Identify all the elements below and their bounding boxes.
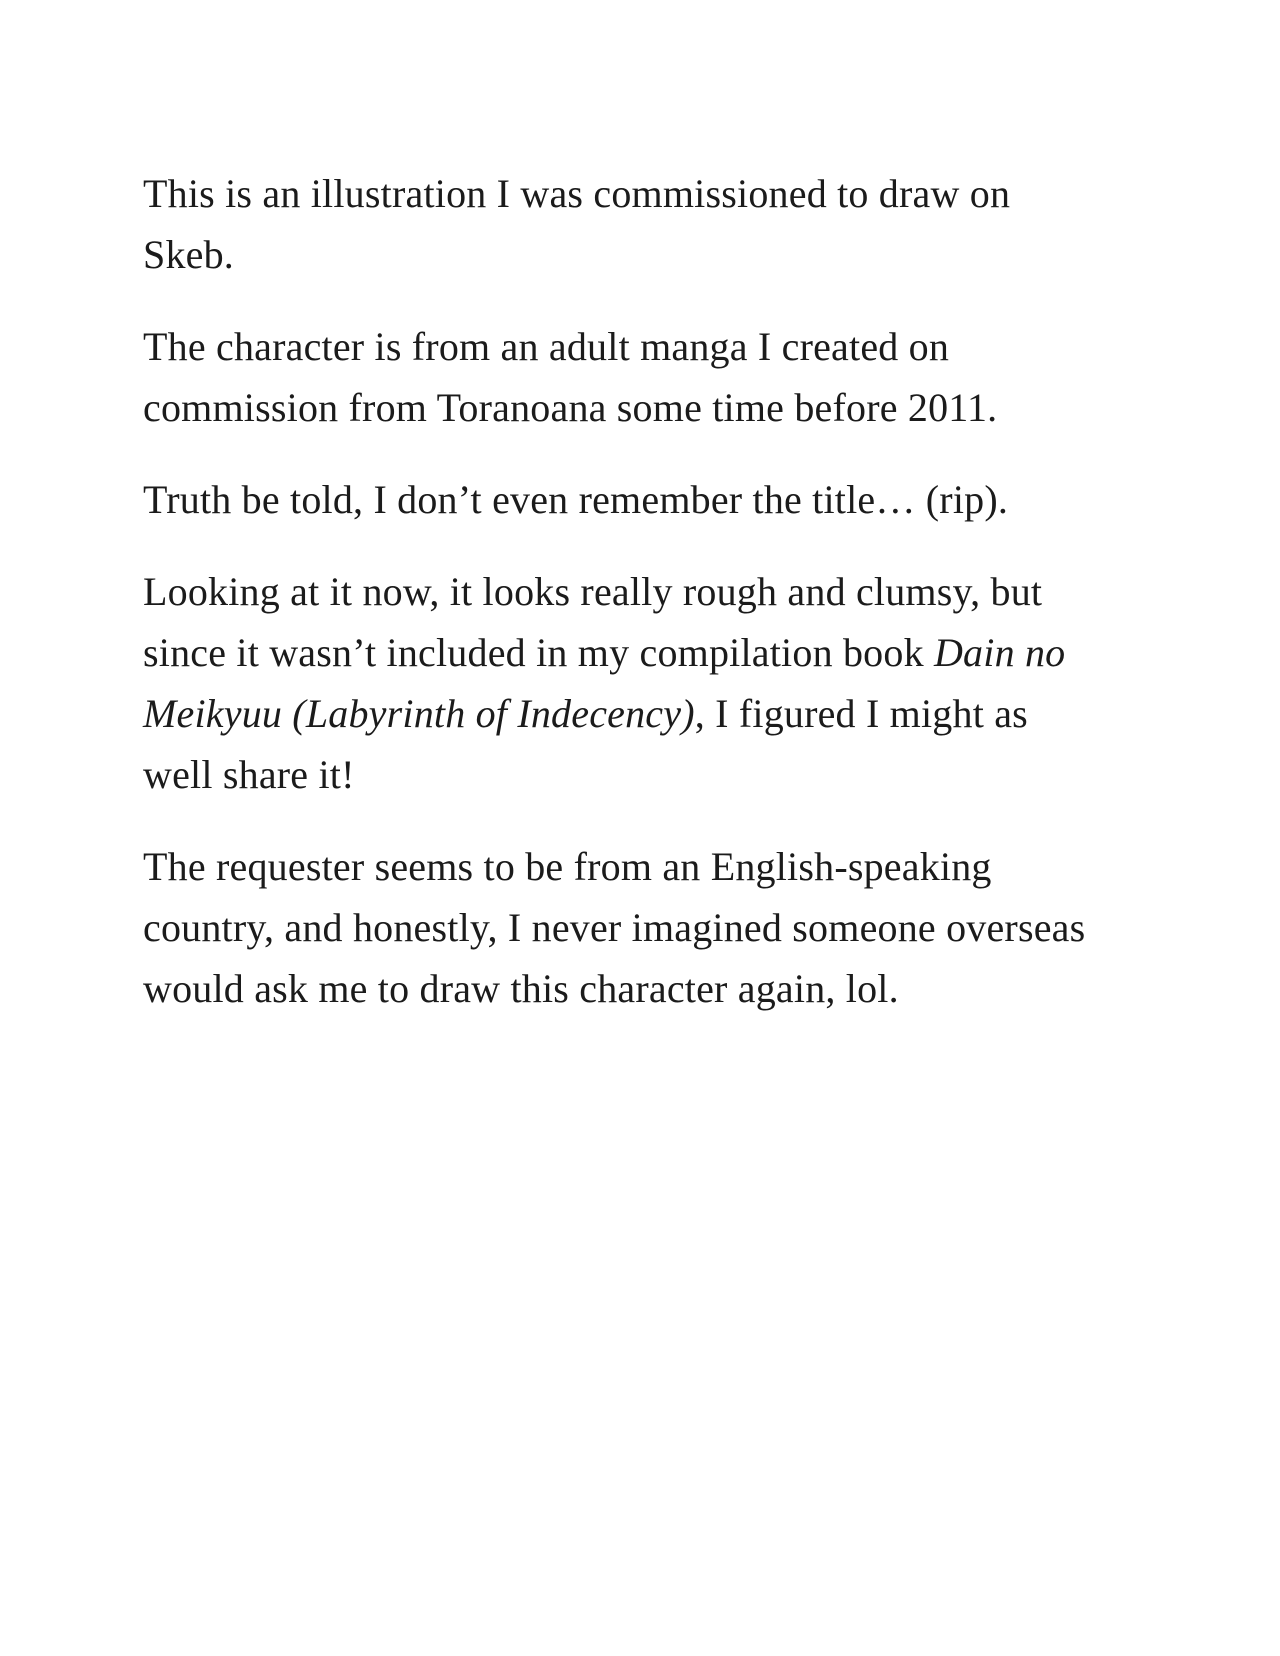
paragraph-skeb-intro: This is an illustration I was commissioned to draw on Skeb.	[143, 171, 1011, 277]
paragraph-compilation-book-lead: Looking at it now, it looks really rough and clumsy, but since it wasn’t included in my compilation book	[143, 569, 1043, 675]
book-title-italic: Dain no Meikyuu (Labyrinth of Indecency)	[143, 630, 1066, 736]
paragraph-requester-overseas: The requester seems to be from an English-speaking country, and honestly, I never imagined someone overseas would ask me to draw this character again, lol.	[143, 844, 1086, 1011]
paragraph-character-origin: The character is from an adult manga I created on commission from Toranoana some time before 2011.	[143, 324, 998, 430]
paragraph-compilation-book-tail: , I figured I might as well share it!	[143, 691, 1028, 797]
paragraph-compilation-book	[143, 561, 1088, 805]
paragraph-title-forgotten: Truth be told, I don’t even remember the title… (rip).	[143, 477, 1009, 522]
